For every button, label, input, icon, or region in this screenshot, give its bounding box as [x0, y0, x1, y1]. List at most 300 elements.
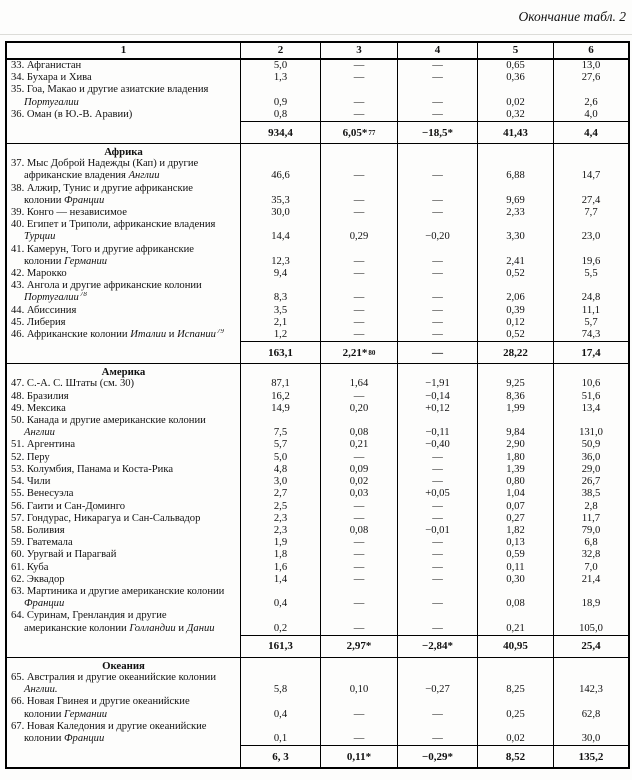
empty-cell	[397, 144, 477, 158]
row-value-cell: 0,4	[240, 696, 320, 720]
row-name-line	[11, 292, 240, 304]
row-name-line	[11, 256, 240, 268]
row-name-line	[11, 562, 240, 574]
row-name-line	[11, 60, 240, 72]
row-value-cell: —	[320, 84, 397, 108]
row-value-cell: 21,4	[553, 574, 628, 586]
row-name-line	[11, 378, 240, 390]
empty-cell	[477, 144, 553, 158]
subtotal-value-cell: −0,29*	[397, 745, 477, 767]
row-value-cell: 5,0	[240, 60, 320, 72]
row-value-cell: —	[320, 109, 397, 121]
row-value-cell: 19,6	[553, 244, 628, 268]
section-heading-row	[7, 144, 628, 158]
table-row	[7, 610, 628, 634]
row-value-cell: —	[320, 513, 397, 525]
table-row	[7, 464, 628, 476]
table-row	[7, 501, 628, 513]
row-name-cell	[7, 488, 240, 500]
row-value-cell: 2,41	[477, 244, 553, 268]
table-row	[7, 317, 628, 329]
row-value-cell: 2,33	[477, 207, 553, 219]
name-segment: Португалии$^{78}$	[24, 292, 87, 304]
row-value-cell: 27,6	[553, 72, 628, 84]
row-value-cell: 6,88	[477, 158, 553, 182]
row-value-cell: 32,8	[553, 549, 628, 561]
name-segment: Англии	[24, 427, 55, 439]
row-value-cell: —	[320, 158, 397, 182]
table-header-row	[7, 43, 628, 60]
row-value-cell: 50,9	[553, 439, 628, 451]
row-name-cell	[7, 305, 240, 317]
row-value-cell: —	[397, 280, 477, 304]
subtotal-value-cell: 6, 3	[240, 745, 320, 767]
row-value-cell: 2,90	[477, 439, 553, 451]
table-row	[7, 280, 628, 304]
row-value-cell: 1,8	[240, 549, 320, 561]
section-heading-row	[7, 364, 628, 378]
subtotal-row	[7, 121, 628, 143]
name-segment: 54. Чили	[11, 476, 51, 488]
row-name-cell	[7, 268, 240, 280]
row-name-cell	[7, 439, 240, 451]
row-value-cell: —	[320, 537, 397, 549]
name-segment: 65. Австралия и другие океанийские колонии	[11, 671, 216, 683]
name-segment: 39. Конго — независимое	[11, 207, 127, 219]
row-value-cell: —	[320, 586, 397, 610]
row-value-cell: 5,7	[553, 317, 628, 329]
table-row	[7, 696, 628, 720]
empty-cell	[477, 364, 553, 378]
row-value-cell: —	[397, 537, 477, 549]
row-value-cell: 2,7	[240, 488, 320, 500]
row-value-cell: —	[397, 452, 477, 464]
subtotal-empty-cell	[7, 341, 240, 363]
row-value-cell: —	[397, 183, 477, 207]
row-value-cell: 23,0	[553, 219, 628, 243]
row-value-cell: 4,0	[553, 109, 628, 121]
row-value-cell: 0,08	[320, 525, 397, 537]
subtotal-value-cell: 6,05* 77	[320, 121, 397, 143]
row-value-cell: —	[397, 72, 477, 84]
name-segment: Германии	[64, 708, 108, 720]
name-segment: 33. Афганистан	[11, 60, 82, 71]
row-value-cell: 13,0	[553, 60, 628, 72]
row-value-cell: —	[320, 72, 397, 84]
row-value-cell: 46,6	[240, 158, 320, 182]
empty-cell	[320, 364, 397, 378]
row-value-cell: —	[320, 268, 397, 280]
row-value-cell: 7,5	[240, 415, 320, 439]
row-name-cell	[7, 60, 240, 72]
row-name-line	[11, 733, 240, 745]
subtotal-value-cell: 25,4	[553, 635, 628, 657]
row-value-cell: 0,02	[477, 721, 553, 745]
row-value-cell: 0,03	[320, 488, 397, 500]
table-row	[7, 549, 628, 561]
row-value-cell: —	[397, 84, 477, 108]
row-value-cell: 13,4	[553, 403, 628, 415]
row-value-cell: —	[397, 268, 477, 280]
table-row	[7, 268, 628, 280]
row-value-cell: −0,27	[397, 672, 477, 696]
row-name-line	[11, 586, 240, 598]
row-name-line	[11, 244, 240, 256]
row-value-cell: 1,99	[477, 403, 553, 415]
row-value-cell: 0,2	[240, 610, 320, 634]
row-value-cell: 3,0	[240, 476, 320, 488]
row-value-cell: —	[320, 610, 397, 634]
row-name-cell	[7, 513, 240, 525]
row-value-cell: —	[397, 464, 477, 476]
row-name-line	[11, 207, 240, 219]
row-value-cell: 8,36	[477, 391, 553, 403]
row-name-line	[11, 610, 240, 622]
table-row	[7, 378, 628, 390]
row-value-cell: 36,0	[553, 452, 628, 464]
page-title: Окончание табл. 2	[518, 9, 626, 24]
row-value-cell: −0,14	[397, 391, 477, 403]
row-value-cell: —	[397, 329, 477, 341]
row-name-line	[11, 72, 240, 84]
name-segment: Англии.	[24, 684, 58, 696]
row-name-line	[11, 305, 240, 317]
subtotal-value-cell: 0,11*	[320, 745, 397, 767]
subtotal-value-cell: −18,5*	[397, 121, 477, 143]
row-name-line	[11, 391, 240, 403]
row-value-cell: —	[397, 610, 477, 634]
row-name-cell	[7, 586, 240, 610]
table-section	[7, 143, 628, 363]
subtotal-row	[7, 745, 628, 767]
name-segment: американские колонии	[24, 622, 130, 634]
row-value-cell: 2,3	[240, 513, 320, 525]
row-value-cell: 0,08	[320, 415, 397, 439]
row-value-cell: 2,6	[553, 84, 628, 108]
row-value-cell: 26,7	[553, 476, 628, 488]
row-value-cell: 30,0	[553, 721, 628, 745]
name-segment: 46. Африканские колонии	[11, 329, 131, 341]
row-value-cell: 2,1	[240, 317, 320, 329]
row-value-cell: —	[397, 305, 477, 317]
row-value-cell: 0,32	[477, 109, 553, 121]
row-name-cell	[7, 537, 240, 549]
name-segment: Франции	[24, 598, 65, 610]
name-segment: 60. Уругвай и Парагвай	[11, 549, 117, 561]
table-section	[7, 363, 628, 656]
table-row	[7, 207, 628, 219]
row-name-cell	[7, 562, 240, 574]
name-segment: и	[166, 329, 178, 341]
subtotal-empty-cell	[7, 121, 240, 143]
subtotal-value-cell: 2,97*	[320, 635, 397, 657]
row-value-cell: 9,84	[477, 415, 553, 439]
row-name-line	[11, 549, 240, 561]
row-name-cell	[7, 84, 240, 108]
name-segment: колонии	[24, 194, 65, 206]
table-row	[7, 513, 628, 525]
subtotal-row	[7, 635, 628, 657]
row-name-line	[11, 464, 240, 476]
empty-cell	[320, 658, 397, 672]
name-segment: Франции	[64, 732, 105, 744]
row-name-line	[11, 452, 240, 464]
row-value-cell: —	[397, 60, 477, 72]
subtotal-value-cell: 163,1	[240, 341, 320, 363]
table-row	[7, 672, 628, 696]
row-value-cell: 0,21	[320, 439, 397, 451]
row-name-cell	[7, 501, 240, 513]
table-row	[7, 158, 628, 182]
subtotal-value-cell: 161,3	[240, 635, 320, 657]
row-value-cell: 0,52	[477, 329, 553, 341]
row-value-cell: —	[320, 317, 397, 329]
row-name-cell	[7, 696, 240, 720]
row-value-cell: —	[320, 452, 397, 464]
name-segment: Голландии	[129, 622, 176, 634]
empty-cell	[320, 144, 397, 158]
row-value-cell: 3,30	[477, 219, 553, 243]
row-name-cell	[7, 183, 240, 207]
name-segment: африканские владения	[24, 170, 129, 182]
row-name-line	[11, 195, 240, 207]
subtotal-value-cell: 41,43	[477, 121, 553, 143]
row-value-cell: 131,0	[553, 415, 628, 439]
name-segment: 48. Бразилия	[11, 390, 69, 402]
column-header: 6	[553, 43, 628, 60]
table-row	[7, 562, 628, 574]
name-segment: Италии	[130, 329, 167, 341]
name-segment: 42. Марокко	[11, 268, 67, 280]
name-segment: 35. Гоа, Макао и другие азиатские владения	[11, 84, 209, 96]
row-value-cell: 0,39	[477, 305, 553, 317]
name-segment: Турции	[24, 231, 56, 243]
row-value-cell: —	[320, 721, 397, 745]
row-value-cell: 0,65	[477, 60, 553, 72]
subtotal-value-cell: —	[397, 341, 477, 363]
row-value-cell: —	[397, 158, 477, 182]
row-name-cell	[7, 610, 240, 634]
row-value-cell: 14,9	[240, 403, 320, 415]
row-name-cell	[7, 525, 240, 537]
row-name-line	[11, 97, 240, 109]
row-value-cell: —	[320, 60, 397, 72]
name-segment: Германии	[64, 255, 108, 267]
row-name-cell	[7, 280, 240, 304]
table-row	[7, 574, 628, 586]
subtotal-empty-cell	[7, 745, 240, 767]
subtotal-value-cell: 2,21* 80	[320, 341, 397, 363]
row-value-cell: —	[397, 476, 477, 488]
row-value-cell: —	[320, 574, 397, 586]
row-value-cell: 0,08	[477, 586, 553, 610]
row-value-cell: −0,01	[397, 525, 477, 537]
empty-cell	[553, 144, 628, 158]
row-name-line	[11, 439, 240, 451]
row-name-cell	[7, 219, 240, 243]
row-value-cell: —	[320, 207, 397, 219]
row-name-line	[11, 488, 240, 500]
row-value-cell: 3,5	[240, 305, 320, 317]
name-segment: 58. Боливия	[11, 524, 65, 536]
row-value-cell: 0,27	[477, 513, 553, 525]
table-row	[7, 476, 628, 488]
row-name-line	[11, 623, 240, 635]
name-segment: 66. Новая Гвинея и другие океанийские	[11, 696, 190, 708]
name-segment: 53. Колумбия, Панама и Коста-Рика	[11, 463, 174, 475]
row-value-cell: 0,09	[320, 464, 397, 476]
row-value-cell: 6,8	[553, 537, 628, 549]
row-value-cell: 51,6	[553, 391, 628, 403]
name-segment: колонии	[24, 708, 65, 720]
name-segment: Португалии	[24, 96, 79, 108]
row-value-cell: —	[397, 549, 477, 561]
row-value-cell: 0,36	[477, 72, 553, 84]
row-name-cell	[7, 72, 240, 84]
row-value-cell: —	[397, 696, 477, 720]
row-value-cell: 0,4	[240, 586, 320, 610]
row-value-cell: —	[397, 109, 477, 121]
table-row	[7, 488, 628, 500]
row-value-cell: −1,91	[397, 378, 477, 390]
row-value-cell: 1,9	[240, 537, 320, 549]
name-segment: 59. Гватемала	[11, 537, 73, 549]
name-segment: колонии	[24, 255, 65, 267]
table-row	[7, 109, 628, 121]
name-segment: 61. Куба	[11, 561, 49, 573]
row-value-cell: 1,80	[477, 452, 553, 464]
row-value-cell: 1,64	[320, 378, 397, 390]
row-name-cell	[7, 391, 240, 403]
row-name-line	[11, 684, 240, 696]
row-value-cell: +0,12	[397, 403, 477, 415]
row-value-cell: —	[320, 696, 397, 720]
row-value-cell: 0,12	[477, 317, 553, 329]
row-name-cell	[7, 549, 240, 561]
section-heading: Африка	[104, 146, 143, 159]
row-value-cell: 11,1	[553, 305, 628, 317]
section-heading-row	[7, 658, 628, 672]
row-name-line	[11, 696, 240, 708]
row-name-cell	[7, 109, 240, 121]
empty-cell	[397, 658, 477, 672]
row-value-cell: 8,25	[477, 672, 553, 696]
empty-cell	[240, 658, 320, 672]
name-segment: 36. Оман (в Ю.-В. Аравии)	[11, 108, 133, 120]
empty-cell	[477, 658, 553, 672]
row-value-cell: 16,2	[240, 391, 320, 403]
row-name-cell	[7, 415, 240, 439]
row-value-cell: 11,7	[553, 513, 628, 525]
row-value-cell: 1,04	[477, 488, 553, 500]
row-value-cell: 0,52	[477, 268, 553, 280]
table-row	[7, 452, 628, 464]
row-value-cell: 27,4	[553, 183, 628, 207]
row-value-cell: 9,69	[477, 183, 553, 207]
subtotal-value-cell: 934,4	[240, 121, 320, 143]
row-name-line	[11, 427, 240, 439]
row-name-cell	[7, 207, 240, 219]
row-value-cell: 0,1	[240, 721, 320, 745]
row-value-cell: 5,8	[240, 672, 320, 696]
table-sections	[7, 60, 628, 767]
row-name-line	[11, 525, 240, 537]
row-value-cell: +0,05	[397, 488, 477, 500]
row-value-cell: —	[320, 562, 397, 574]
row-value-cell: —	[320, 501, 397, 513]
row-name-cell	[7, 721, 240, 745]
row-value-cell: 5,7	[240, 439, 320, 451]
row-name-line	[11, 280, 240, 292]
row-name-line	[11, 513, 240, 525]
row-name-line	[11, 598, 240, 610]
row-name-line	[11, 158, 240, 170]
row-value-cell: —	[320, 329, 397, 341]
name-segment: 57. Гондурас, Никарагуа и Сан-Сальвадор	[11, 512, 201, 524]
row-value-cell: 0,21	[477, 610, 553, 634]
name-segment: 34. Бухара и Хива	[11, 72, 92, 84]
subtotal-empty-cell	[7, 635, 240, 657]
name-segment: 40. Египет и Триполи, африканские владения	[11, 219, 216, 231]
row-value-cell: 29,0	[553, 464, 628, 476]
table-row	[7, 60, 628, 72]
column-header: 3	[320, 43, 397, 60]
row-name-line	[11, 537, 240, 549]
table-row	[7, 244, 628, 268]
row-value-cell: —	[397, 207, 477, 219]
name-segment: колонии	[24, 732, 65, 744]
row-value-cell: 0,9	[240, 84, 320, 108]
name-segment: 52. Перу	[11, 451, 50, 463]
row-name-cell	[7, 403, 240, 415]
table-row	[7, 403, 628, 415]
row-value-cell: —	[397, 586, 477, 610]
name-segment: Англии	[128, 170, 160, 182]
row-name-line	[11, 415, 240, 427]
row-value-cell: —	[320, 305, 397, 317]
row-name-line	[11, 268, 240, 280]
row-name-line	[11, 329, 240, 341]
name-segment: 45. Либерия	[11, 316, 66, 328]
row-value-cell: —	[397, 317, 477, 329]
row-value-cell: 0,20	[320, 403, 397, 415]
name-segment: 64. Суринам, Гренландия и другие	[11, 610, 167, 622]
name-segment: 55. Венесуэла	[11, 488, 74, 500]
name-segment: 41. Камерун, Того и другие африканские	[11, 243, 194, 255]
row-name-line	[11, 317, 240, 329]
table-row	[7, 391, 628, 403]
row-name-line	[11, 231, 240, 243]
name-segment: 51. Аргентина	[11, 439, 76, 451]
row-value-cell: 2,5	[240, 501, 320, 513]
table-row	[7, 305, 628, 317]
subtotal-value-cell: 4,4	[553, 121, 628, 143]
row-value-cell: 87,1	[240, 378, 320, 390]
table-row	[7, 586, 628, 610]
row-value-cell: 2,8	[553, 501, 628, 513]
subtotal-value-cell: −2,84*	[397, 635, 477, 657]
row-name-cell	[7, 329, 240, 341]
row-name-cell	[7, 476, 240, 488]
row-value-cell: —	[397, 721, 477, 745]
subtotal-row	[7, 341, 628, 363]
row-value-cell: —	[397, 574, 477, 586]
subtotal-value-cell: 28,22	[477, 341, 553, 363]
row-value-cell: 38,5	[553, 488, 628, 500]
row-value-cell: 142,3	[553, 672, 628, 696]
row-value-cell: −0,40	[397, 439, 477, 451]
table-section	[7, 60, 628, 143]
